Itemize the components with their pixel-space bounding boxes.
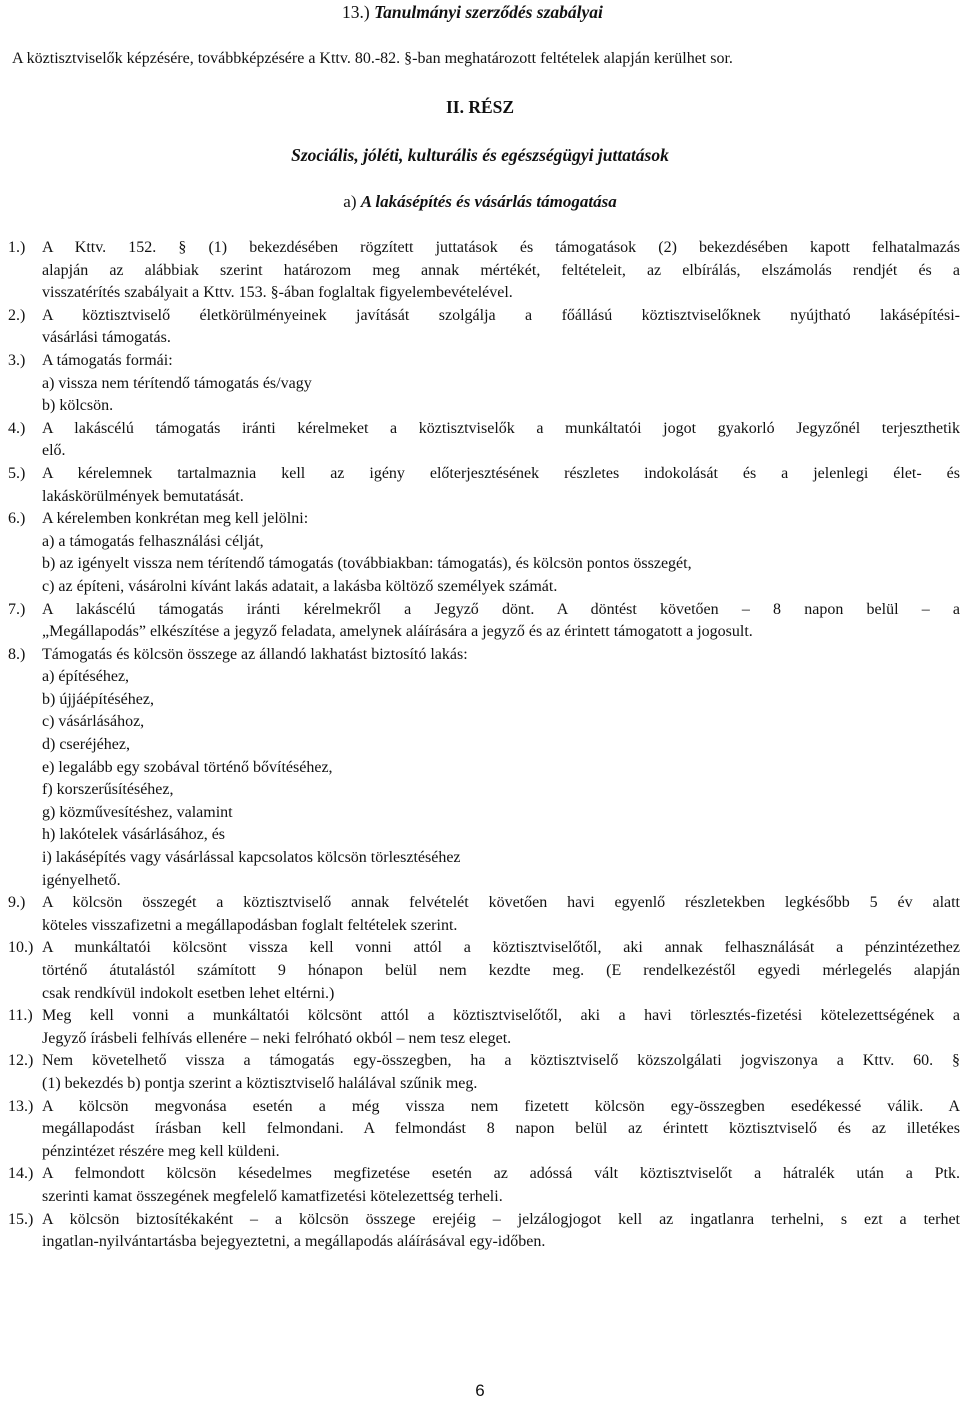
text-line: köteles visszafizetni a megállapodásban foglalt feltételek szerint. xyxy=(42,916,458,934)
text-line: b) újjáépítéséhez, xyxy=(42,690,154,708)
list-item xyxy=(0,305,960,350)
list-item-number: 7.) xyxy=(8,600,26,618)
text-line: A felmondott kölcsön késedelmes megfizetése esetén az adóssá vált köztisztviselőt a hátralék után a Ptk. xyxy=(42,1165,960,1183)
text-line: Támogatás és kölcsön összege az állandó lakhatást biztosító lakás: xyxy=(42,645,468,663)
text-line: igényelhető. xyxy=(42,871,121,889)
list-item-text xyxy=(42,418,960,463)
text-line: elő. xyxy=(42,442,66,460)
text-line: Nem követelhető vissza a támogatás egy-összegben, ha a köztisztviselő közszolgálati jogviszonya a Kttv. 60. § xyxy=(42,1052,960,1070)
text-line: a) a támogatás felhasználási célját, xyxy=(42,532,264,550)
text-line: A kérelemnek tartalmaznia kell az igény előterjesztésének részletes indokolását és a jelenlegi élet- és xyxy=(42,464,960,482)
text-line: d) cseréjéhez, xyxy=(42,736,130,754)
numbered-list xyxy=(0,237,960,1254)
list-item xyxy=(0,508,960,598)
list-item-text xyxy=(42,937,960,1005)
text-line: c) vásárlásához, xyxy=(42,713,145,731)
list-item xyxy=(0,1050,960,1095)
list-item-text xyxy=(42,1005,960,1050)
text-line: A kérelemben konkrétan meg kell jelölni: xyxy=(42,510,309,528)
text-line: b) kölcsön. xyxy=(42,397,114,415)
list-item-number: 8.) xyxy=(8,645,26,663)
page-number: 6 xyxy=(475,1381,485,1400)
text-line: e) legalább egy szobával történő bővítéséhez, xyxy=(42,758,333,776)
list-item xyxy=(0,1163,960,1208)
text-line: A munkáltatói kölcsönt vissza kell vonni attól a köztisztviselőtől, aki annak felhasználását a pénzintézethez xyxy=(42,939,960,957)
list-item-text xyxy=(42,1096,960,1164)
part-title: Szociális, jóléti, kulturális és egészségügyi juttatások xyxy=(291,145,669,165)
text-line: a) építéséhez, xyxy=(42,668,130,686)
text-line: i) lakásépítés vagy vásárlással kapcsolatos kölcsön törlesztéséhez xyxy=(42,849,461,867)
list-item-text xyxy=(42,463,960,508)
text-line: A lakáscélú támogatás iránti kérelmekről a Jegyző dönt. A döntést követően – 8 napon belül – a xyxy=(42,600,960,618)
list-item xyxy=(0,644,960,893)
text-line: szerinti kamat összegének megfelelő kamatfizetési kötelezettség terheli. xyxy=(42,1187,503,1205)
list-item-number: 3.) xyxy=(8,351,26,369)
text-line: A Kttv. 152. § (1) bekezdésében rögzített juttatások és támogatások (2) bekezdésében kapott felhatalmazás xyxy=(42,239,960,256)
text-line: A támogatás formái: xyxy=(42,351,173,369)
text-line: ingatlan-nyilvántartásba bejegyeztetni, a megállapodás aláírásával egy-időben. xyxy=(42,1233,546,1251)
list-item xyxy=(0,1005,960,1050)
text-line: vásárlási támogatás. xyxy=(42,329,171,347)
list-item-number: 6.) xyxy=(8,510,26,528)
heading-number: 13.) xyxy=(342,2,370,22)
heading-title: Tanulmányi szerződés szabályai xyxy=(374,2,603,22)
text-line: csak rendkívül indokolt esetben lehet eltérni.) xyxy=(42,984,335,1002)
list-item-text xyxy=(42,508,960,598)
text-line: A kölcsön biztosítékaként – a kölcsön összege erejéig – jelzálogjogot kell az ingatlanra terhelni, s ezt a terhet xyxy=(42,1210,960,1228)
list-item-number: 5.) xyxy=(8,464,26,482)
section-heading xyxy=(342,0,603,24)
text-line: pénzintézet részére meg kell küldeni. xyxy=(42,1142,280,1160)
text-line: visszatérítés szabályait a Kttv. 153. §-ában foglaltak figyelembevételével. xyxy=(42,284,513,302)
list-item-number: 4.) xyxy=(8,419,26,437)
intro-paragraph: A köztisztviselők képzésére, továbbképzésére a Kttv. 80.-82. §-ban meghatározott feltételek alapján kerülhet sor. xyxy=(12,50,733,67)
list-item-text xyxy=(42,237,960,305)
subsection-title xyxy=(0,190,960,214)
list-item-number: 9.) xyxy=(8,894,26,912)
list-item-text xyxy=(42,1163,960,1208)
text-line: megállapodást írásban kell felmondani. A felmondást 8 napon belül az érintett köztisztviselő és az illetékes xyxy=(42,1120,960,1138)
list-item-text xyxy=(42,1050,960,1095)
list-item-text xyxy=(42,1209,960,1254)
list-item xyxy=(0,350,960,418)
text-line: történő átutalástól számított 9 hónapon belül nem kezdte meg. (E rendelkezéstől egyedi mérlegelés alapján xyxy=(42,962,960,979)
list-item xyxy=(0,892,960,937)
text-line: f) korszerűsítéséhez, xyxy=(42,781,174,799)
list-item xyxy=(0,418,960,463)
text-line: A lakáscélú támogatás iránti kérelmeket a köztisztviselők a munkáltatói jogot gyakorló Jegyzőnél terjeszthetik xyxy=(42,419,960,437)
text-line: lakáskörülmények bemutatását. xyxy=(42,487,244,505)
text-line: alapján az alábbiak szerint határozom meg annak mértékét, feltételeit, az elbírálás, elszámolás rendjét és a xyxy=(42,261,960,279)
text-line: „Megállapodás” elkészítése a jegyző feladata, amelynek aláírására a jegyző és az érintett támogatott a jogosult. xyxy=(42,623,753,641)
text-line: Meg kell vonni a munkáltatói kölcsönt attól a köztisztviselőtől, aki a havi törlesztés-fizetési kötelezettségének a xyxy=(42,1007,960,1025)
list-item-number: 12.) xyxy=(8,1052,34,1070)
text-line: g) közművesítéshez, valamint xyxy=(42,803,233,821)
text-line: A kölcsön összegét a köztisztviselő annak felvételét követően havi egyenlő részletekben legkésőbb 5 év alatt xyxy=(42,894,960,912)
subsection-letter: a) xyxy=(343,192,357,211)
list-item xyxy=(0,1096,960,1164)
list-item-number: 13.) xyxy=(8,1097,34,1115)
list-item xyxy=(0,237,960,305)
list-item xyxy=(0,599,960,644)
text-line: c) az építeni, vásárolni kívánt lakás adatait, a lakásba költöző személyek számát. xyxy=(42,577,558,595)
list-item-number: 11.) xyxy=(8,1007,33,1025)
text-line: Jegyző írásbeli felhívás ellenére – neki felróható okból – nem tesz eleget. xyxy=(42,1029,512,1047)
text-line: h) lakótelek vásárlásához, és xyxy=(42,826,226,844)
list-item-text xyxy=(42,892,960,937)
list-item-text xyxy=(42,350,960,418)
list-item-number: 2.) xyxy=(8,306,26,324)
text-line: A köztisztviselő életkörülményeinek javítását szolgálja a főállású köztisztviselőknek nyújtható lakásépítési- xyxy=(42,306,960,324)
list-item-text xyxy=(42,644,960,893)
list-item-number: 1.) xyxy=(8,239,26,256)
text-line: (1) bekezdés b) pontja szerint a köztisztviselő halálával szűnik meg. xyxy=(42,1074,478,1092)
text-line: A kölcsön megvonása esetén a még vissza nem fizetett kölcsön egy-összegben esedékessé válik. A xyxy=(42,1097,960,1115)
list-item xyxy=(0,463,960,508)
list-item-text xyxy=(42,599,960,644)
text-line: a) vissza nem térítendő támogatás és/vagy xyxy=(42,374,312,392)
list-item-number: 10.) xyxy=(8,939,34,957)
list-item-number: 14.) xyxy=(8,1165,34,1183)
subsection-name: A lakásépítés és vásárlás támogatása xyxy=(360,192,617,211)
text-line: b) az igényelt vissza nem térítendő támogatás (továbbiakban: támogatás), és kölcsön pontos összegét, xyxy=(42,555,692,573)
list-item xyxy=(0,1209,960,1254)
list-item-number: 15.) xyxy=(8,1210,34,1228)
list-item-text xyxy=(42,305,960,350)
part-number: II. RÉSZ xyxy=(445,97,515,117)
list-item xyxy=(0,937,960,1005)
